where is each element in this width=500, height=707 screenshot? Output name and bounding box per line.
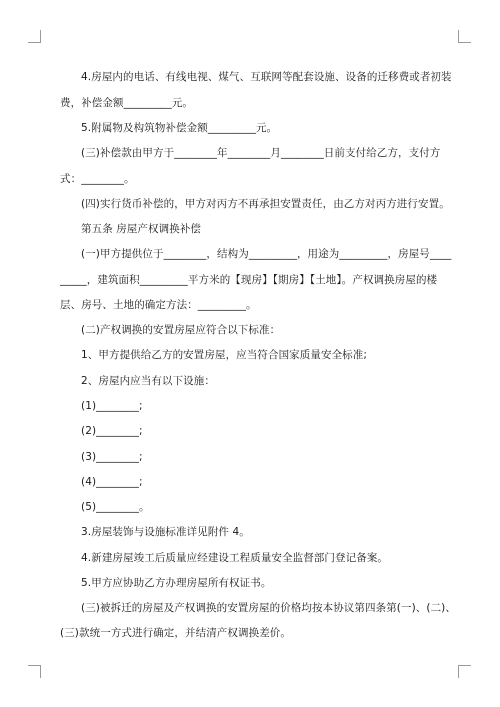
list-item: (2)________;	[81, 425, 143, 437]
crop-mark-bottom-left	[28, 665, 41, 678]
paragraph-line: 1、甲方提供给乙方的安置房屋，应当符合国家质量安全标准;	[81, 349, 368, 361]
paragraph-line: (四)实行货币补偿的，甲方对丙方不再承担安置责任，由乙方对丙方进行安置。	[81, 198, 450, 210]
paragraph-line: 3.房屋装饰与设施标准详见附件 4。	[81, 526, 250, 538]
paragraph-line: 费，补偿金额_________元。	[60, 97, 193, 109]
paragraph-line: 式：________。	[60, 173, 135, 185]
list-item: (3)________;	[81, 451, 143, 463]
paragraph-line: (三)被拆迁的房屋及产权调换的安置房屋的价格均按本协议第四条第(一)、(二)、	[81, 602, 456, 614]
paragraph-line: (三)款统一方式进行确定，并结清产权调换差价。	[60, 627, 291, 639]
crop-mark-top-right	[458, 30, 471, 43]
section-heading: 第五条 房屋产权调换补偿	[81, 223, 202, 235]
crop-mark-bottom-right	[458, 665, 471, 678]
list-item: (4)________;	[81, 476, 143, 488]
paragraph-line: 4.新建房屋竣工后质量应经建设工程质量安全监督部门登记备案。	[81, 552, 389, 564]
list-item: (1)________;	[81, 400, 143, 412]
paragraph-line: 5.附属物及构筑物补偿金额_________元。	[81, 122, 278, 134]
paragraph-line: (一)甲方提供位于________，结构为_________，用途为_________，房屋号____	[81, 248, 452, 260]
crop-mark-top-left	[28, 30, 41, 43]
paragraph-line: 层、房号、土地的确定方法：_________。	[60, 299, 257, 311]
paragraph-line: (三)补偿款由甲方于________年________月________日前支付给乙方，支付方	[81, 147, 441, 159]
paragraph-line: (二)产权调换的安置房屋应符合以下标准：	[81, 324, 281, 336]
paragraph-line: 5.甲方应协助乙方办理房屋所有权证书。	[81, 577, 272, 589]
paragraph-line: 2、房屋内应当有以下设施：	[81, 375, 215, 387]
paragraph-line: _____，建筑面积_________平方米的【现房】【期房】【土地】。产权调换房屋的楼	[60, 274, 438, 286]
paragraph-line: 4.房屋内的电话、有线电视、煤气、互联网等配套设施、设备的迁移费或者初装	[81, 71, 452, 83]
list-item: (5)________。	[81, 501, 150, 513]
